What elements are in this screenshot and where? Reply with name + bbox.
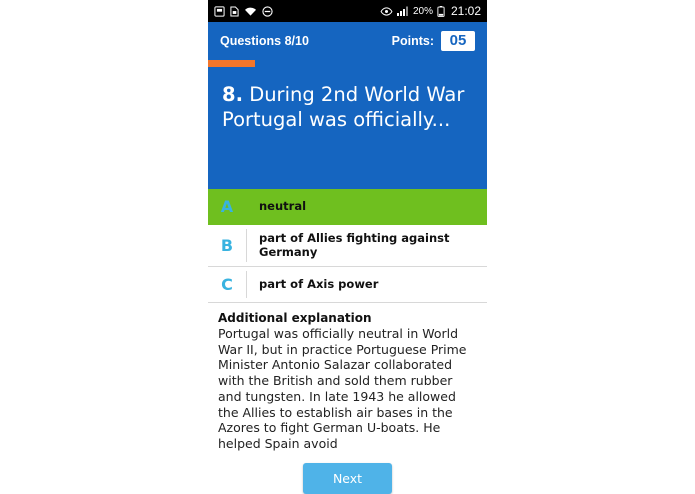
status-bar — [208, 0, 487, 22]
answer-text: part of Allies fighting against Germany — [259, 231, 450, 260]
do-not-disturb-icon — [262, 6, 273, 17]
quiz-progress-fill — [208, 60, 255, 67]
status-clock: 21:02 — [450, 4, 481, 18]
sd-card-icon — [214, 6, 225, 17]
status-bar-left-icons — [214, 6, 380, 17]
explanation-title: Additional explanation — [218, 310, 372, 325]
answer-list — [208, 189, 487, 303]
signal-icon — [397, 6, 409, 16]
quiz-progress-bar — [208, 60, 487, 67]
answer-text: neutral — [259, 199, 307, 214]
battery-icon — [437, 6, 445, 17]
question-body: During 2nd World War Portugal was officially... — [222, 83, 465, 131]
question-text — [222, 83, 473, 132]
battery-percent-label: 20% — [412, 5, 433, 17]
app-bar — [208, 22, 487, 60]
points-label: Points: — [391, 34, 434, 48]
points-value: 05 — [441, 31, 475, 51]
answer-letter: A — [220, 197, 234, 216]
eye-icon — [380, 7, 393, 16]
answer-letter: B — [220, 235, 234, 255]
phone-screen — [208, 0, 487, 494]
answer-letter: C — [221, 274, 233, 294]
points-area — [392, 31, 475, 51]
question-number: 8. — [222, 83, 243, 106]
wifi-icon — [244, 6, 257, 17]
answer-option-b[interactable] — [208, 225, 487, 267]
sim-card-icon — [230, 6, 239, 17]
answer-text: part of Axis power — [259, 277, 379, 292]
status-bar-right-icons — [380, 4, 481, 18]
explanation-body: Portugal was officially neutral in World War II, but in practice Portuguese Prime Minister Antonio Salazar collaborated with the British and sold them rubber and tungsten. In late 1943 he allowed the Allies to establish air bases in the Azores to fight German U-boats. He helped Spain avoid — [218, 325, 467, 451]
question-panel — [208, 67, 487, 189]
footer-bar — [208, 463, 487, 494]
explanation-panel — [208, 303, 487, 452]
answer-option-c[interactable] — [208, 267, 487, 303]
answer-option-a[interactable] — [208, 189, 487, 225]
next-button[interactable]: Next — [303, 463, 392, 494]
question-counter-label: Questions 8/10 — [220, 34, 309, 48]
